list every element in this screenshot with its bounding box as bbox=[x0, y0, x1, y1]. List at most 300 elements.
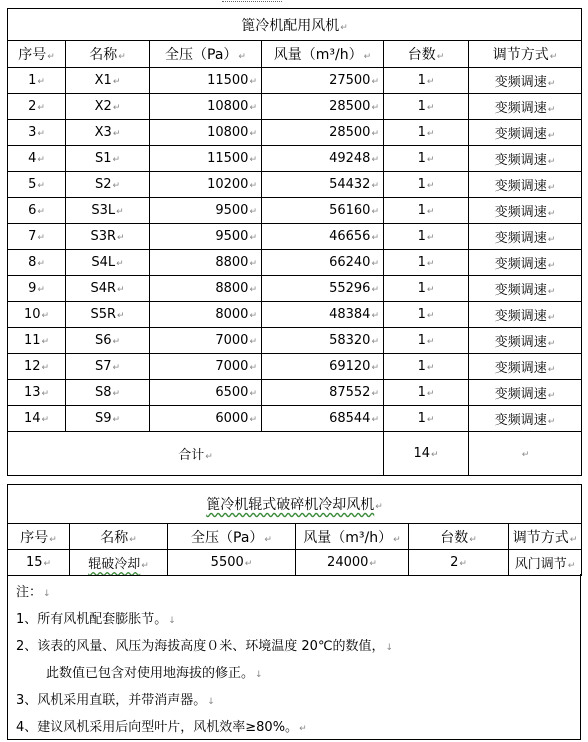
paragraph-mark: ↵ bbox=[249, 311, 257, 321]
table-cell bbox=[384, 172, 469, 198]
table-cell bbox=[8, 380, 66, 406]
cell-text: 7000 bbox=[215, 359, 249, 374]
cell-text: 1 bbox=[417, 385, 426, 400]
paragraph-mark: ↵ bbox=[249, 129, 257, 139]
table-cell bbox=[384, 68, 469, 94]
cell-text: X1 bbox=[94, 73, 112, 88]
table-cell bbox=[469, 380, 582, 406]
paragraph-mark: ↵ bbox=[426, 415, 435, 425]
cell-text: 10 bbox=[23, 307, 41, 322]
table-cell bbox=[66, 302, 150, 328]
cell-text: 变频调速 bbox=[494, 127, 547, 142]
cell-text: 8800 bbox=[215, 255, 249, 270]
table-cell bbox=[384, 380, 469, 406]
paragraph-mark: ↵ bbox=[249, 415, 257, 425]
paragraph-mark: ↵ bbox=[112, 389, 121, 399]
paragraph-mark: ↵ bbox=[371, 207, 379, 217]
cell-text: 变频调速 bbox=[494, 335, 547, 350]
column-header bbox=[409, 524, 509, 550]
header-dotted-line bbox=[222, 1, 282, 4]
table-cell bbox=[150, 328, 262, 354]
table-cell bbox=[469, 406, 582, 432]
table-cell bbox=[150, 302, 262, 328]
note-item: 2、该表的风量、风压为海拔高度０米、环境温度 20℃的数值，↓ bbox=[16, 639, 394, 654]
table-cell bbox=[168, 550, 296, 576]
cell-text: 1 bbox=[417, 177, 426, 192]
cell-text: 1 bbox=[417, 229, 426, 244]
cell-text: 54432 bbox=[329, 177, 371, 192]
paragraph-mark: ↵ bbox=[41, 389, 50, 399]
paragraph-mark: ↵ bbox=[249, 207, 257, 217]
table-cell bbox=[8, 172, 66, 198]
cell-text: 56160 bbox=[329, 203, 371, 218]
paragraph-mark: ↵ bbox=[141, 561, 149, 571]
paragraph-mark: ↵ bbox=[112, 363, 121, 373]
table-cell bbox=[384, 250, 469, 276]
paragraph-mark: ↵ bbox=[340, 22, 348, 33]
paragraph-mark: ↵ bbox=[37, 233, 45, 243]
table-cell bbox=[262, 354, 384, 380]
table-row bbox=[8, 276, 582, 302]
cell-text: 1 bbox=[417, 99, 426, 114]
table-cell bbox=[8, 120, 66, 146]
table-title-row bbox=[8, 485, 582, 524]
table-row bbox=[8, 302, 582, 328]
cell-text: 全压（Pa） bbox=[191, 529, 264, 546]
table-cell bbox=[262, 250, 384, 276]
paragraph-mark: ↵ bbox=[426, 285, 435, 295]
column-header bbox=[70, 524, 168, 550]
cell-text: 变频调速 bbox=[494, 413, 547, 428]
cell-text: 辊破冷却 bbox=[88, 557, 141, 572]
paragraph-mark: ↵ bbox=[37, 259, 45, 269]
paragraph-mark: ↵ bbox=[249, 259, 257, 269]
table-cell bbox=[66, 198, 150, 224]
table-cell bbox=[262, 68, 384, 94]
cell-text: 13 bbox=[23, 385, 41, 400]
paragraph-mark: ↵ bbox=[426, 233, 435, 243]
note-item: 4、建议风机采用后向型叶片，风机效率≥80%。↵ bbox=[16, 720, 307, 735]
paragraph-mark: ↵ bbox=[47, 52, 55, 62]
table-cell bbox=[384, 94, 469, 120]
paragraph-mark: ↵ bbox=[547, 365, 556, 375]
cell-text: 1 bbox=[417, 359, 426, 374]
cell-text: 变频调速 bbox=[494, 387, 547, 402]
total-row bbox=[8, 432, 582, 476]
table-cell bbox=[66, 94, 150, 120]
cell-text: 9 bbox=[28, 281, 37, 296]
paragraph-mark: ↵ bbox=[238, 52, 246, 62]
table-cell bbox=[8, 354, 66, 380]
paragraph-mark: ↵ bbox=[41, 337, 50, 347]
cell-text: 合计 bbox=[178, 448, 205, 463]
paragraph-mark: ↵ bbox=[37, 155, 45, 165]
cell-text: 7000 bbox=[215, 333, 249, 348]
cell-text: 48384 bbox=[329, 307, 371, 322]
cell-text: 台数 bbox=[440, 529, 469, 546]
table-cell bbox=[384, 224, 469, 250]
table-cell bbox=[66, 380, 150, 406]
cell-text: 名称 bbox=[100, 529, 129, 546]
cell-text: 变频调速 bbox=[494, 309, 547, 324]
cell-text: S8 bbox=[94, 385, 112, 400]
cell-text: 调节方式 bbox=[492, 47, 549, 63]
paragraph-mark: ↵ bbox=[459, 559, 467, 569]
paragraph-mark: ↵ bbox=[426, 103, 435, 113]
paragraph-mark: ↵ bbox=[371, 129, 379, 139]
table-cell bbox=[150, 94, 262, 120]
paragraph-mark: ↵ bbox=[249, 285, 257, 295]
table-cell bbox=[8, 328, 66, 354]
cell-text: 1 bbox=[417, 73, 426, 88]
table-cell bbox=[262, 172, 384, 198]
cell-text: 1 bbox=[28, 73, 37, 88]
paragraph-mark: ↵ bbox=[426, 129, 435, 139]
cell-text: 66240 bbox=[329, 255, 371, 270]
note-item: 此数值已包含对使用地海拔的修正。↓ bbox=[46, 666, 263, 681]
paragraph-mark: ↵ bbox=[469, 534, 477, 545]
paragraph-mark: ↵ bbox=[371, 155, 379, 165]
cell-text: 6500 bbox=[215, 385, 249, 400]
table-cell bbox=[150, 276, 262, 302]
cell-text: 6 bbox=[28, 203, 37, 218]
paragraph-mark: ↵ bbox=[41, 311, 50, 321]
cell-text: 2 bbox=[450, 555, 459, 570]
cell-text: 台数 bbox=[407, 47, 436, 63]
cell-text: 58320 bbox=[329, 333, 371, 348]
column-header bbox=[168, 524, 296, 550]
table-cell bbox=[66, 120, 150, 146]
paragraph-mark: ↵ bbox=[547, 261, 556, 271]
table-cell bbox=[66, 354, 150, 380]
paragraph-mark: ↵ bbox=[264, 534, 272, 545]
cell-text: 12 bbox=[23, 359, 41, 374]
table-row bbox=[8, 120, 582, 146]
table-cell bbox=[384, 276, 469, 302]
paragraph-mark: ↵ bbox=[112, 415, 121, 425]
cell-text: 14 bbox=[413, 446, 430, 461]
paragraph-mark: ↵ bbox=[37, 77, 45, 87]
cell-text: 全压（Pa） bbox=[165, 47, 238, 63]
cell-text: 变频调速 bbox=[494, 101, 547, 116]
cell-text: 变频调速 bbox=[494, 153, 547, 168]
paragraph-mark: ↵ bbox=[426, 155, 435, 165]
total-empty-cell bbox=[469, 432, 582, 476]
cell-text: 序号 bbox=[20, 529, 49, 546]
table-cell bbox=[8, 68, 66, 94]
table-cell bbox=[8, 250, 66, 276]
table-cell bbox=[469, 172, 582, 198]
paragraph-mark: ↵ bbox=[371, 389, 379, 399]
table-cell bbox=[66, 224, 150, 250]
paragraph-mark: ↵ bbox=[37, 285, 45, 295]
paragraph-mark: ↵ bbox=[117, 233, 125, 243]
paragraph-mark: ↵ bbox=[431, 450, 439, 460]
note-item: 1、所有风机配套膨胀节。↓ bbox=[16, 612, 176, 627]
paragraph-mark: ↵ bbox=[41, 363, 50, 373]
total-label bbox=[8, 432, 384, 476]
cell-text: 8 bbox=[28, 255, 37, 270]
cell-text: 10200 bbox=[207, 177, 249, 192]
paragraph-mark: ↵ bbox=[521, 450, 530, 460]
column-header bbox=[66, 41, 150, 68]
cell-text: 调节方式 bbox=[512, 529, 569, 546]
table-cell bbox=[150, 120, 262, 146]
table-cell bbox=[384, 302, 469, 328]
table-cell bbox=[8, 94, 66, 120]
paragraph-mark: ↵ bbox=[426, 181, 435, 191]
paragraph-mark: ↵ bbox=[49, 534, 57, 545]
paragraph-mark: ↵ bbox=[112, 77, 121, 87]
paragraph-mark: ↵ bbox=[547, 209, 556, 219]
paragraph-mark: ↵ bbox=[116, 207, 124, 217]
cell-text: 名称 bbox=[89, 47, 118, 63]
table-cell bbox=[384, 120, 469, 146]
paragraph-mark: ↵ bbox=[117, 311, 125, 321]
paragraph-mark: ↵ bbox=[371, 415, 379, 425]
paragraph-mark: ↵ bbox=[249, 363, 257, 373]
paragraph-mark: ↵ bbox=[547, 313, 556, 323]
paragraph-mark: ↵ bbox=[547, 79, 556, 89]
cell-text: 49248 bbox=[329, 151, 371, 166]
table-row bbox=[8, 198, 582, 224]
table-cell bbox=[150, 198, 262, 224]
table-cell bbox=[409, 550, 509, 576]
table-title bbox=[8, 9, 582, 41]
table-cell bbox=[8, 224, 66, 250]
table-cell bbox=[262, 276, 384, 302]
column-header bbox=[384, 41, 469, 68]
table-row bbox=[8, 550, 582, 576]
table-row bbox=[8, 94, 582, 120]
table-row bbox=[8, 380, 582, 406]
cell-text: 10800 bbox=[207, 99, 249, 114]
cell-text: S6 bbox=[94, 333, 112, 348]
cell-text: 变频调速 bbox=[494, 205, 547, 220]
cell-text: 11500 bbox=[207, 151, 249, 166]
cell-text: 2 bbox=[28, 99, 37, 114]
table-cell bbox=[8, 550, 70, 576]
paragraph-mark: ↵ bbox=[426, 77, 435, 87]
table-cell bbox=[384, 198, 469, 224]
table-cell bbox=[469, 68, 582, 94]
cell-text: 14 bbox=[23, 411, 41, 426]
table-cell bbox=[469, 328, 582, 354]
table-cell bbox=[150, 172, 262, 198]
cell-text: S9 bbox=[94, 411, 112, 426]
paragraph-mark: ↵ bbox=[244, 559, 253, 569]
table-cell bbox=[384, 406, 469, 432]
paragraph-mark: ↵ bbox=[371, 285, 379, 295]
table-cell bbox=[150, 224, 262, 250]
paragraph-mark: ↵ bbox=[117, 285, 125, 295]
cell-text: 5500 bbox=[210, 555, 244, 570]
paragraph-mark: ↵ bbox=[249, 155, 257, 165]
cell-text: 1 bbox=[417, 281, 426, 296]
table-cell bbox=[150, 250, 262, 276]
column-header bbox=[150, 41, 262, 68]
table-cell bbox=[70, 550, 168, 576]
table-row bbox=[8, 172, 582, 198]
cell-text: 1 bbox=[417, 255, 426, 270]
paragraph-mark: ↵ bbox=[547, 235, 556, 245]
table-cell bbox=[262, 328, 384, 354]
table-title bbox=[8, 485, 582, 524]
paragraph-mark: ↵ bbox=[371, 181, 379, 191]
table-cell bbox=[262, 198, 384, 224]
cell-text: 4 bbox=[28, 151, 37, 166]
table-cell bbox=[384, 146, 469, 172]
paragraph-mark: ↵ bbox=[547, 131, 556, 141]
table-cell bbox=[469, 224, 582, 250]
table-row bbox=[8, 354, 582, 380]
paragraph-mark: ↵ bbox=[426, 259, 435, 269]
table-header-row bbox=[8, 524, 582, 550]
paragraph-mark: ↵ bbox=[547, 287, 556, 297]
table-cell bbox=[296, 550, 409, 576]
cell-text: 10800 bbox=[207, 125, 249, 140]
paragraph-mark: ↵ bbox=[547, 417, 556, 427]
paragraph-mark: ↵ bbox=[549, 52, 558, 62]
cell-text: 风量（m³/h） bbox=[273, 47, 363, 63]
cell-text: 1 bbox=[417, 203, 426, 218]
table-cell bbox=[262, 146, 384, 172]
cell-text: 8800 bbox=[215, 281, 249, 296]
cell-text: 变频调速 bbox=[494, 179, 547, 194]
paragraph-mark: ↵ bbox=[426, 337, 435, 347]
cooler-fan-table bbox=[7, 8, 582, 476]
paragraph-mark: ↵ bbox=[371, 233, 379, 243]
table-row bbox=[8, 328, 582, 354]
cell-text: 变频调速 bbox=[494, 361, 547, 376]
cell-text: S4L bbox=[91, 255, 116, 270]
table-cell bbox=[262, 120, 384, 146]
table-cell bbox=[150, 68, 262, 94]
table-cell bbox=[66, 68, 150, 94]
paragraph-mark: ↵ bbox=[205, 452, 213, 462]
cell-text: 28500 bbox=[329, 125, 371, 140]
table-row bbox=[8, 68, 582, 94]
cell-text: 11500 bbox=[207, 73, 249, 88]
column-header bbox=[8, 524, 70, 550]
notes-heading: 注：↓ bbox=[16, 585, 51, 600]
cell-text: 9500 bbox=[215, 203, 249, 218]
cell-text: 变频调速 bbox=[494, 283, 547, 298]
paragraph-mark: ↵ bbox=[112, 129, 121, 139]
cell-text: 变频调速 bbox=[494, 257, 547, 272]
column-header bbox=[8, 41, 66, 68]
paragraph-mark: ↵ bbox=[375, 502, 383, 512]
paragraph-mark: ↵ bbox=[129, 534, 137, 545]
table-cell bbox=[262, 302, 384, 328]
cell-text: 27500 bbox=[329, 73, 371, 88]
paragraph-mark: ↵ bbox=[569, 534, 578, 545]
cell-text: 风门调节 bbox=[514, 557, 567, 572]
paragraph-mark: ↵ bbox=[567, 561, 576, 571]
paragraph-mark: ↵ bbox=[37, 181, 45, 191]
paragraph-mark: ↵ bbox=[249, 181, 257, 191]
column-header bbox=[509, 524, 582, 550]
table-cell bbox=[469, 302, 582, 328]
table-cell bbox=[469, 354, 582, 380]
cell-text: 序号 bbox=[18, 47, 47, 63]
table-cell bbox=[469, 250, 582, 276]
cell-text: 1 bbox=[417, 307, 426, 322]
table-cell bbox=[469, 276, 582, 302]
paragraph-mark: ↵ bbox=[363, 52, 372, 62]
paragraph-mark: ↵ bbox=[547, 183, 556, 193]
table-row bbox=[8, 406, 582, 432]
cell-text: 24000 bbox=[327, 555, 369, 570]
paragraph-mark: ↵ bbox=[43, 559, 52, 569]
cell-text: 篦冷机配用风机 bbox=[241, 17, 340, 34]
notes-section bbox=[7, 574, 581, 740]
table-cell bbox=[150, 406, 262, 432]
paragraph-mark: ↵ bbox=[393, 534, 401, 545]
table-cell bbox=[66, 146, 150, 172]
column-header bbox=[262, 41, 384, 68]
cell-text: 15 bbox=[25, 555, 43, 570]
table-cell bbox=[8, 302, 66, 328]
table-cell bbox=[384, 328, 469, 354]
table-cell bbox=[66, 276, 150, 302]
table-row bbox=[8, 224, 582, 250]
table-cell bbox=[262, 380, 384, 406]
cell-text: 1 bbox=[417, 151, 426, 166]
paragraph-mark: ↵ bbox=[112, 155, 121, 165]
paragraph-mark: ↵ bbox=[249, 77, 257, 87]
cell-text: S5R bbox=[90, 307, 116, 322]
paragraph-mark: ↵ bbox=[436, 52, 445, 62]
cell-text: 9500 bbox=[215, 229, 249, 244]
paragraph-mark: ↵ bbox=[37, 103, 45, 113]
paragraph-mark: ↵ bbox=[426, 311, 435, 321]
cell-text: 55296 bbox=[329, 281, 371, 296]
table-cell bbox=[66, 406, 150, 432]
cell-text: S4R bbox=[90, 281, 116, 296]
paragraph-mark: ↵ bbox=[249, 337, 257, 347]
paragraph-mark: ↵ bbox=[112, 103, 121, 113]
table-header-row bbox=[8, 41, 582, 68]
table-cell bbox=[66, 172, 150, 198]
table-row bbox=[8, 250, 582, 276]
cell-text: 8000 bbox=[215, 307, 249, 322]
paragraph-mark: ↵ bbox=[371, 363, 379, 373]
paragraph-mark: ↵ bbox=[112, 181, 121, 191]
table-cell bbox=[66, 328, 150, 354]
paragraph-mark: ↵ bbox=[369, 559, 377, 569]
paragraph-mark: ↵ bbox=[547, 339, 556, 349]
paragraph-mark: ↵ bbox=[426, 363, 435, 373]
paragraph-mark: ↵ bbox=[426, 389, 435, 399]
table-cell bbox=[150, 146, 262, 172]
cell-text: 3 bbox=[28, 125, 37, 140]
cell-text: 5 bbox=[28, 177, 37, 192]
paragraph-mark: ↵ bbox=[37, 129, 45, 139]
paragraph-mark: ↵ bbox=[371, 337, 379, 347]
table-cell bbox=[262, 406, 384, 432]
column-header bbox=[296, 524, 409, 550]
table-cell bbox=[469, 146, 582, 172]
cell-text: S2 bbox=[94, 177, 112, 192]
table-cell bbox=[8, 406, 66, 432]
cell-text: 11 bbox=[23, 333, 41, 348]
table-cell bbox=[262, 94, 384, 120]
cell-text: 篦冷机辊式破碎机冷却风机 bbox=[206, 497, 375, 513]
table-cell bbox=[150, 354, 262, 380]
paragraph-mark: ↵ bbox=[37, 207, 45, 217]
cell-text: 7 bbox=[28, 229, 37, 244]
